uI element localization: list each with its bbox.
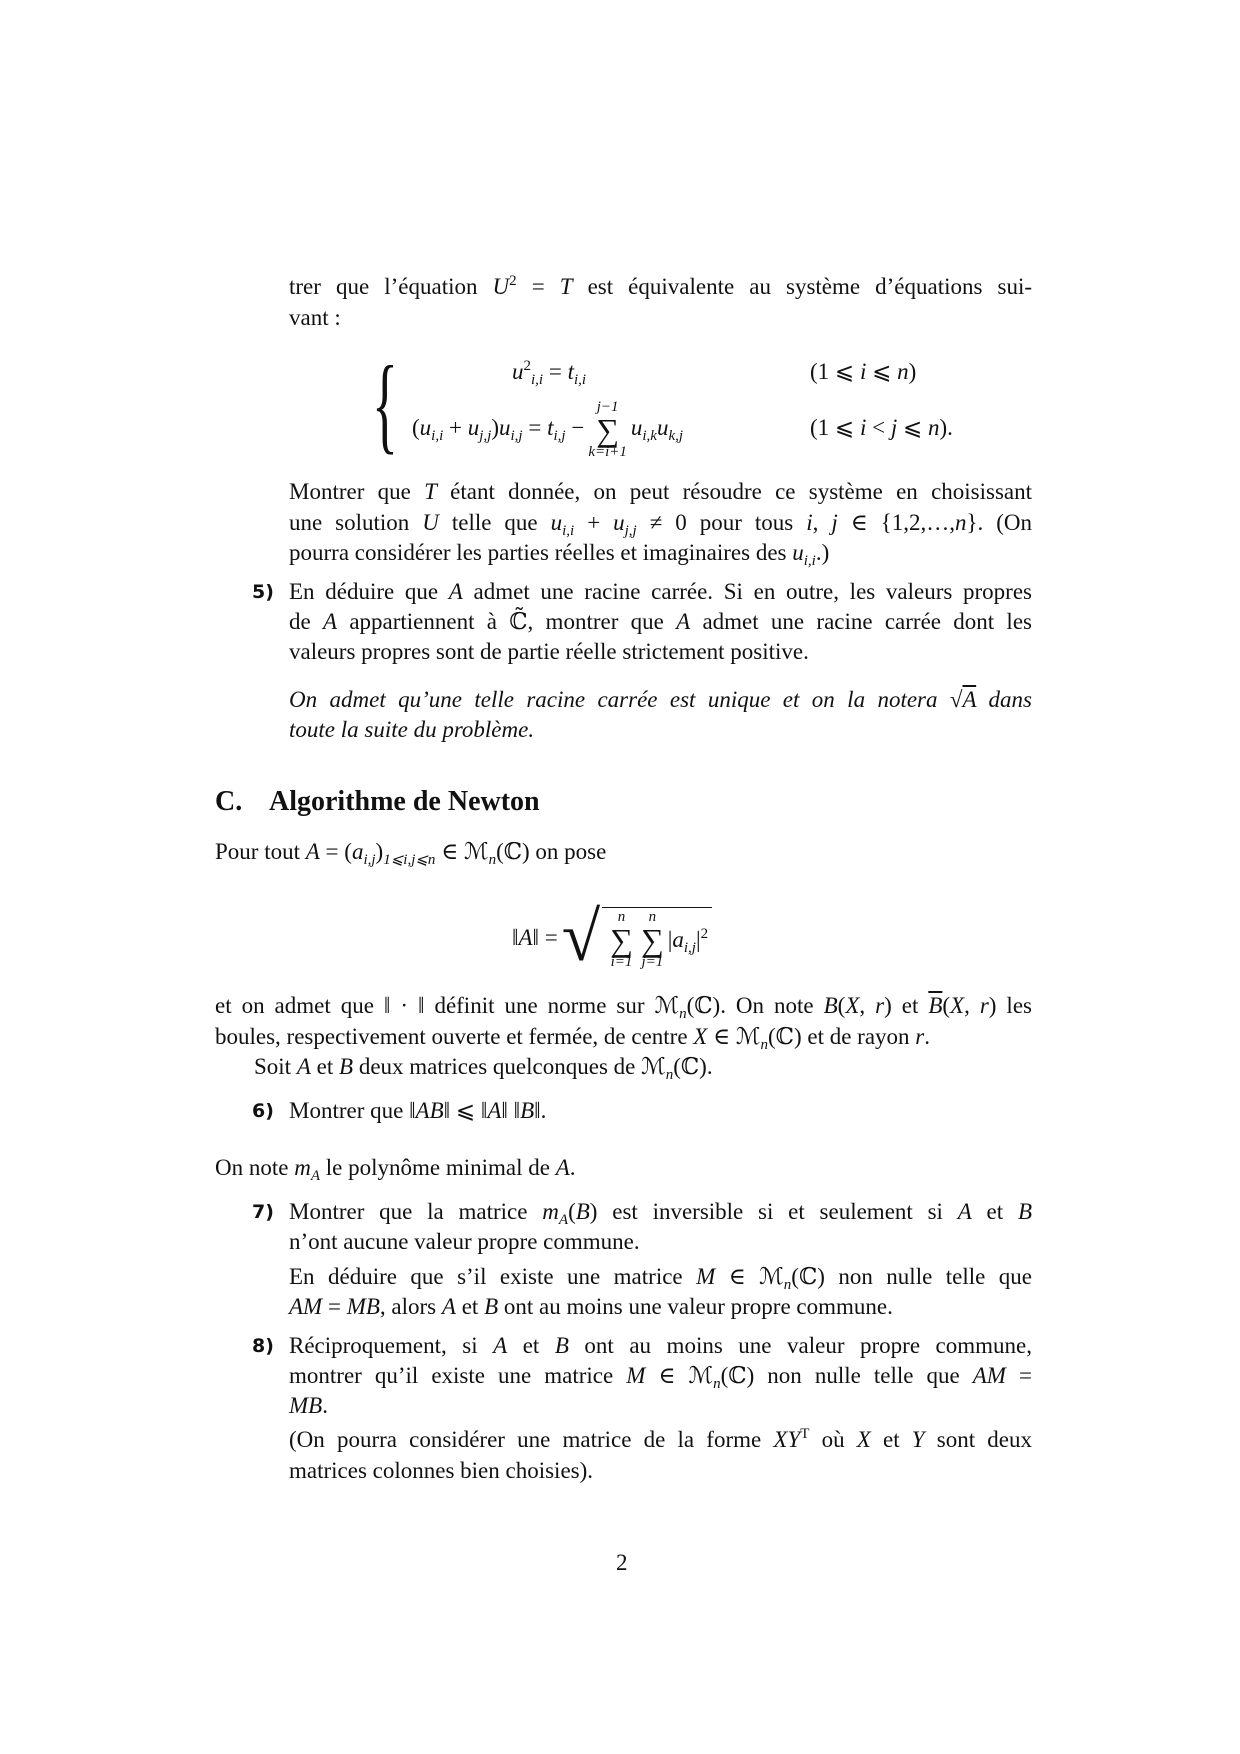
sum-upper-limit: j−1 [596,398,619,415]
math-fragment: r [875,993,885,1018]
summation [588,400,627,460]
text-line: MB. [289,1393,328,1418]
math-fragment: r [915,1024,925,1049]
math-fragment: j [831,510,838,535]
sum-lower-limit: i=1 [610,953,633,970]
math-fragment: B [339,1054,354,1079]
math-fragment: AM [289,1294,323,1319]
text-line: n’ont aucune valeur propre commune. [289,1229,640,1254]
text-line: Montrer que T étant donnée, on peut résoudre ce système en choisissant [289,479,1032,504]
math-fragment: u [467,415,480,440]
math-fragment: u [656,415,669,440]
math-fragment: B [823,993,838,1018]
math-fragment: X [693,1024,708,1049]
math-fragment: m [294,1155,311,1180]
text-line: En déduire que s’il existe une matrice M ∈ ℳ$_n$(ℂ) non nulle telle que [289,1264,1032,1293]
math-fragment: X [950,993,965,1018]
math-fragment: i [859,415,867,440]
math-fragment: X [845,993,860,1018]
text-line: (On pourra considérer une matrice de la forme $XY^T$ où X et Y sont deux [289,1426,1032,1452]
text-line: de A appartiennent à ℂ̃, montrer que A admet une racine carrée dont les [289,609,1032,634]
equation-row-2-condition: (1 ⩽ i < j ⩽ n). [810,415,953,440]
sum-symbol: ∑ [640,921,664,958]
math-fragment: i,k [642,428,657,444]
text-line: boules, respectivement ouverte et fermée, de centre X ∈ ℳ$_n$(ℂ) et de rayon r. [215,1024,930,1053]
left-brace: { [372,345,398,464]
math-fragment: MB [346,1294,380,1319]
sum-symbol: ∑ [610,921,633,958]
math-fragment: B [554,1333,569,1358]
math-fragment: A [305,839,320,864]
math-fragment: A [493,1333,508,1358]
math-fragment: n [955,510,967,535]
math-fragment: A [310,1168,321,1184]
math-fragment: XY [773,1427,801,1452]
math-fragment: MB [289,1393,323,1418]
math-fragment: t [547,415,554,440]
text-line: En déduire que A admet une racine carrée. Si en outre, les valeurs propres [289,579,1032,604]
math-fragment: U [422,510,439,535]
math-fragment: B [520,1098,535,1123]
text-line: valeurs propres sont de partie réelle strictement positive. [289,639,809,664]
summation-i [610,910,633,970]
math-fragment: i,i [531,372,544,388]
math-fragment: T [559,274,573,299]
math-fragment: 2 [523,358,531,374]
math-fragment: j,j [624,523,637,539]
text-line: Soit A et B deux matrices quelconques de ℳ$_n$(ℂ). [254,1054,713,1083]
math-fragment: AM [972,1363,1006,1388]
text-line: trer que l’équation $U^2 = T$ est équivalente au système d’équations sui- [289,273,1032,299]
math-fragment: n [760,1037,768,1053]
definition-line: Pour tout $A = (a_{i,j})_{1⩽i,j⩽n}$ ∈ ℳ$_n$(ℂ) on pose [215,839,607,868]
page-number: 2 [616,1550,628,1575]
math-fragment: i,j [683,939,696,956]
section-heading [215,784,540,820]
text-line: montrer qu’il existe une matrice M ∈ ℳ$_n$(ℂ) non nulle telle que AM = [289,1363,1032,1392]
math-fragment: k,j [668,428,684,444]
section-number: C. [215,786,243,817]
sum-symbol: ∑ [596,411,619,448]
math-fragment: n [713,1376,721,1392]
math-fragment: i,i [431,428,444,444]
math-fragment: u [512,359,524,384]
math-fragment: u [613,510,625,535]
math-fragment: 2 [509,273,517,289]
equation-row-1-condition: (1 ⩽ i ⩽ n) [810,359,917,384]
math-fragment: i,j [553,428,566,444]
math-fragment: AB [415,1098,444,1123]
math-fragment: n [927,415,940,440]
math-fragment: 2 [700,925,709,942]
sum-upper-limit: n [617,908,626,925]
text-line: une solution U telle que $u_{i,i} + u_{j,j} \ne 0$ pour tous i, j ∈ {1,2,…,n}. (On [289,510,1032,539]
equation-row-1-lhs: $u^2_{i,i} = t_{i,i}$ [512,358,587,388]
equation-row-2-lhs: $(u_{i,i} + u_{j,j})u_{i,j} = t_{i,j}$ − [412,415,585,444]
math-fragment: n [897,359,909,384]
math-fragment: n [488,852,497,868]
math-fragment: B [575,1199,590,1224]
math-fragment: B [1017,1199,1032,1224]
text-line: Montrer que la matrice $m_A(B)$ est inversible si et seulement si A et B [289,1199,1032,1228]
math-fragment: a [351,839,364,864]
math-fragment: X [856,1427,871,1452]
math-fragment: A [518,925,533,950]
math-fragment: i,i [573,372,587,388]
text-line: Réciproquement, si A et B ont au moins une valeur propre commune, [289,1333,1032,1358]
sum-lower-limit: k=i+1 [588,443,627,460]
math-fragment: B [484,1294,499,1319]
section-title: Algorithme de Newton [269,786,540,817]
math-fragment: 1⩽i,j⩽n [383,852,436,868]
math-fragment: i,i [562,523,575,539]
math-fragment: A [296,1054,311,1079]
math-fragment: U [492,274,510,299]
math-fragment: j,j [479,428,492,444]
math-fragment: A [441,1294,456,1319]
math-fragment: A [957,1199,972,1224]
math-fragment: n [665,1067,674,1083]
italic-note-line: On admet qu’une telle racine carrée est unique et on la notera √A dans [289,687,1032,712]
math-fragment: M [626,1363,646,1388]
math-fragment: A [962,687,977,712]
question-number: 5) [252,581,274,603]
sum-upper-limit: n [648,908,657,925]
math-fragment: $\overline{B}$ [928,993,943,1018]
norm-term: $|a_{i,j}|^2$ [667,925,709,956]
math-fragment: i,j [510,428,523,444]
sum-lower-limit: j=1 [641,953,664,970]
math-fragment: u [550,510,563,535]
text-line: vant : [289,305,341,330]
math-fragment: a [672,926,684,952]
question-number: 7) [252,1201,274,1223]
math-fragment: A [487,1098,502,1123]
math-fragment: A [558,1212,569,1228]
text-line: AM = MB, alors A et B ont au moins une valeur propre commune. [289,1294,893,1319]
math-fragment: n [679,1006,687,1022]
question-number: 8) [252,1335,274,1357]
math-fragment: i [806,510,813,535]
math-fragment: r [979,993,989,1018]
italic-note-line: toute la suite du problème. [289,717,535,742]
text-line: pourra considérer les parties réelles et imaginaires des $u_{i,i}$.) [289,540,830,569]
math-fragment: A [322,609,338,634]
norm-formula [512,888,712,988]
math-fragment: Y [911,1427,925,1452]
math-fragment: M [696,1264,716,1289]
text-line: On note $m_A$ le polynôme minimal de A. [215,1155,576,1184]
square-root-sign: √ [561,899,601,976]
equation-row-2 [412,398,683,458]
text-line: Montrer que ‖AB‖ ⩽ ‖A‖ ‖B‖. [289,1098,547,1123]
question-number: 6) [252,1100,274,1122]
radicand [602,907,712,970]
math-fragment: u [630,415,643,440]
math-fragment: i,j [363,852,376,868]
math-fragment: n [783,1277,792,1293]
math-fragment: t [567,359,574,384]
math-fragment: T [800,1426,810,1442]
text-line: et on admet que ‖ · ‖ définit une norme sur ℳ$_n$(ℂ). On note B(X, r) et $\overline{B}(X$, r) les [215,993,1032,1022]
math-fragment: T [424,479,437,504]
math-fragment: u [499,415,511,440]
equation-row-2-term [630,415,684,444]
math-fragment: i,i [803,553,816,569]
math-fragment: u [792,540,804,565]
summation-j [641,910,664,970]
norm-lhs: ‖A‖ = [512,925,558,950]
math-fragment: u [419,415,432,440]
math-fragment: A [555,1155,570,1180]
math-fragment: A [676,609,691,634]
math-fragment: A [448,579,463,604]
math-fragment: m [542,1199,559,1224]
math-fragment: i [859,359,867,384]
math-fragment: j [890,415,898,440]
text-line: matrices colonnes bien choisies). [289,1458,594,1483]
